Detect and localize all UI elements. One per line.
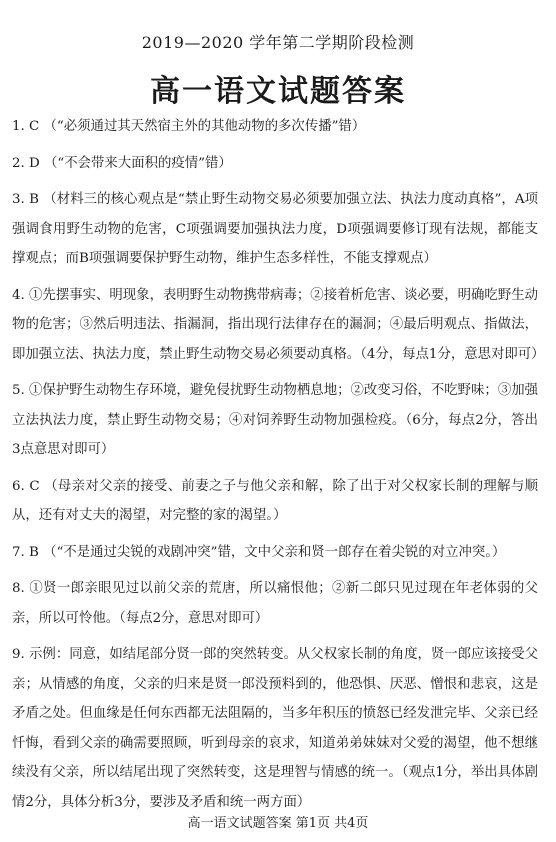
answer-item-1: 1. C （“必须通过其天然宿主外的其他动物的多次传播”错） xyxy=(12,119,366,134)
answer-item-6: 6. C （母亲对父亲的接受、前妻之子与他父亲和解，除了出于对父权家长制的理解与顺从，还有对丈夫的渴望，对完整的家的渴望。） xyxy=(12,478,538,523)
answer-item-7: 7. B （“不是通过尖锐的戏剧冲突”错，文中父亲和贤一郎存在着尖锐的对立冲突。） xyxy=(12,544,506,560)
page-footer: 高一语文试题答案 第1页 共4页 xyxy=(187,816,369,831)
answer-item-9: 9. 示例：同意，如结尾部分贤一郎的突然转变。从父权家长制的角度，贤一郎应该接受父亲；从情感的角度，父亲的归来是贤一郎没预料到的，他恐惧、厌恶、憎恨和悲哀，这是矛盾之处。但血缘是任何东西都无法阻隔的，当多年积压的愤怒已经发泄完毕、父亲已经忏悔，看到父亲的确需要照顾，听到母亲的哀求，知道弟弟妹妹对父爱的渴望，他不想继续没有父亲，所以结尾出现了突然转变，这是理智与情感的统一。（观点1分，举出具体剧情2分，具体分析3分，要涉及矛盾和统一两方面） xyxy=(12,647,538,810)
answer-item-4: 4. ①先摆事实、明现象，表明野生动物携带病毒；②接着析危害、谈必要，明确吃野生动物的危害；③然后明违法、指漏洞，指出现行法律存在的漏洞；④最后明观点、指做法，即加强立法、执法力度，禁止野生动物交易必须要动真格。（4分，每点1分，意思对即可） xyxy=(12,287,545,362)
answer-list xyxy=(12,112,545,817)
answer-item-5: 5. ①保护野生动物生存环境，避免侵扰野生动物栖息地；②改变习俗，不吃野味；③加强立法执法力度，禁止野生动物交易；④对饲养野生动物加强检疫。（6分，每点2分，答出3点意思对即可） xyxy=(12,383,538,457)
answer-item-8: 8. ①贤一郎亲眼见过以前父亲的荒唐，所以痛恨他；②新二郎只见过现在年老体弱的父亲，所以可怜他。（每点2分，意思对即可） xyxy=(12,581,538,626)
answer-item-3: 3. B （材料三的核心观点是“禁止野生动物交易必须要加强立法、执法力度动真格”，A项强调食用野生动物的危害，C项强调要加强执法力度，D项强调要修订现有法规，都能支撑观点；而B项强调要保护野生动物，维护生态多样性，不能支撑观点） xyxy=(12,192,538,266)
exam-header: 2019—2020 学年第二学期阶段检测 xyxy=(141,33,415,52)
page-title: 高一语文试题答案 xyxy=(150,74,406,109)
answer-item-2: 2. D （“不会带来大面积的疫情”错） xyxy=(12,155,232,171)
